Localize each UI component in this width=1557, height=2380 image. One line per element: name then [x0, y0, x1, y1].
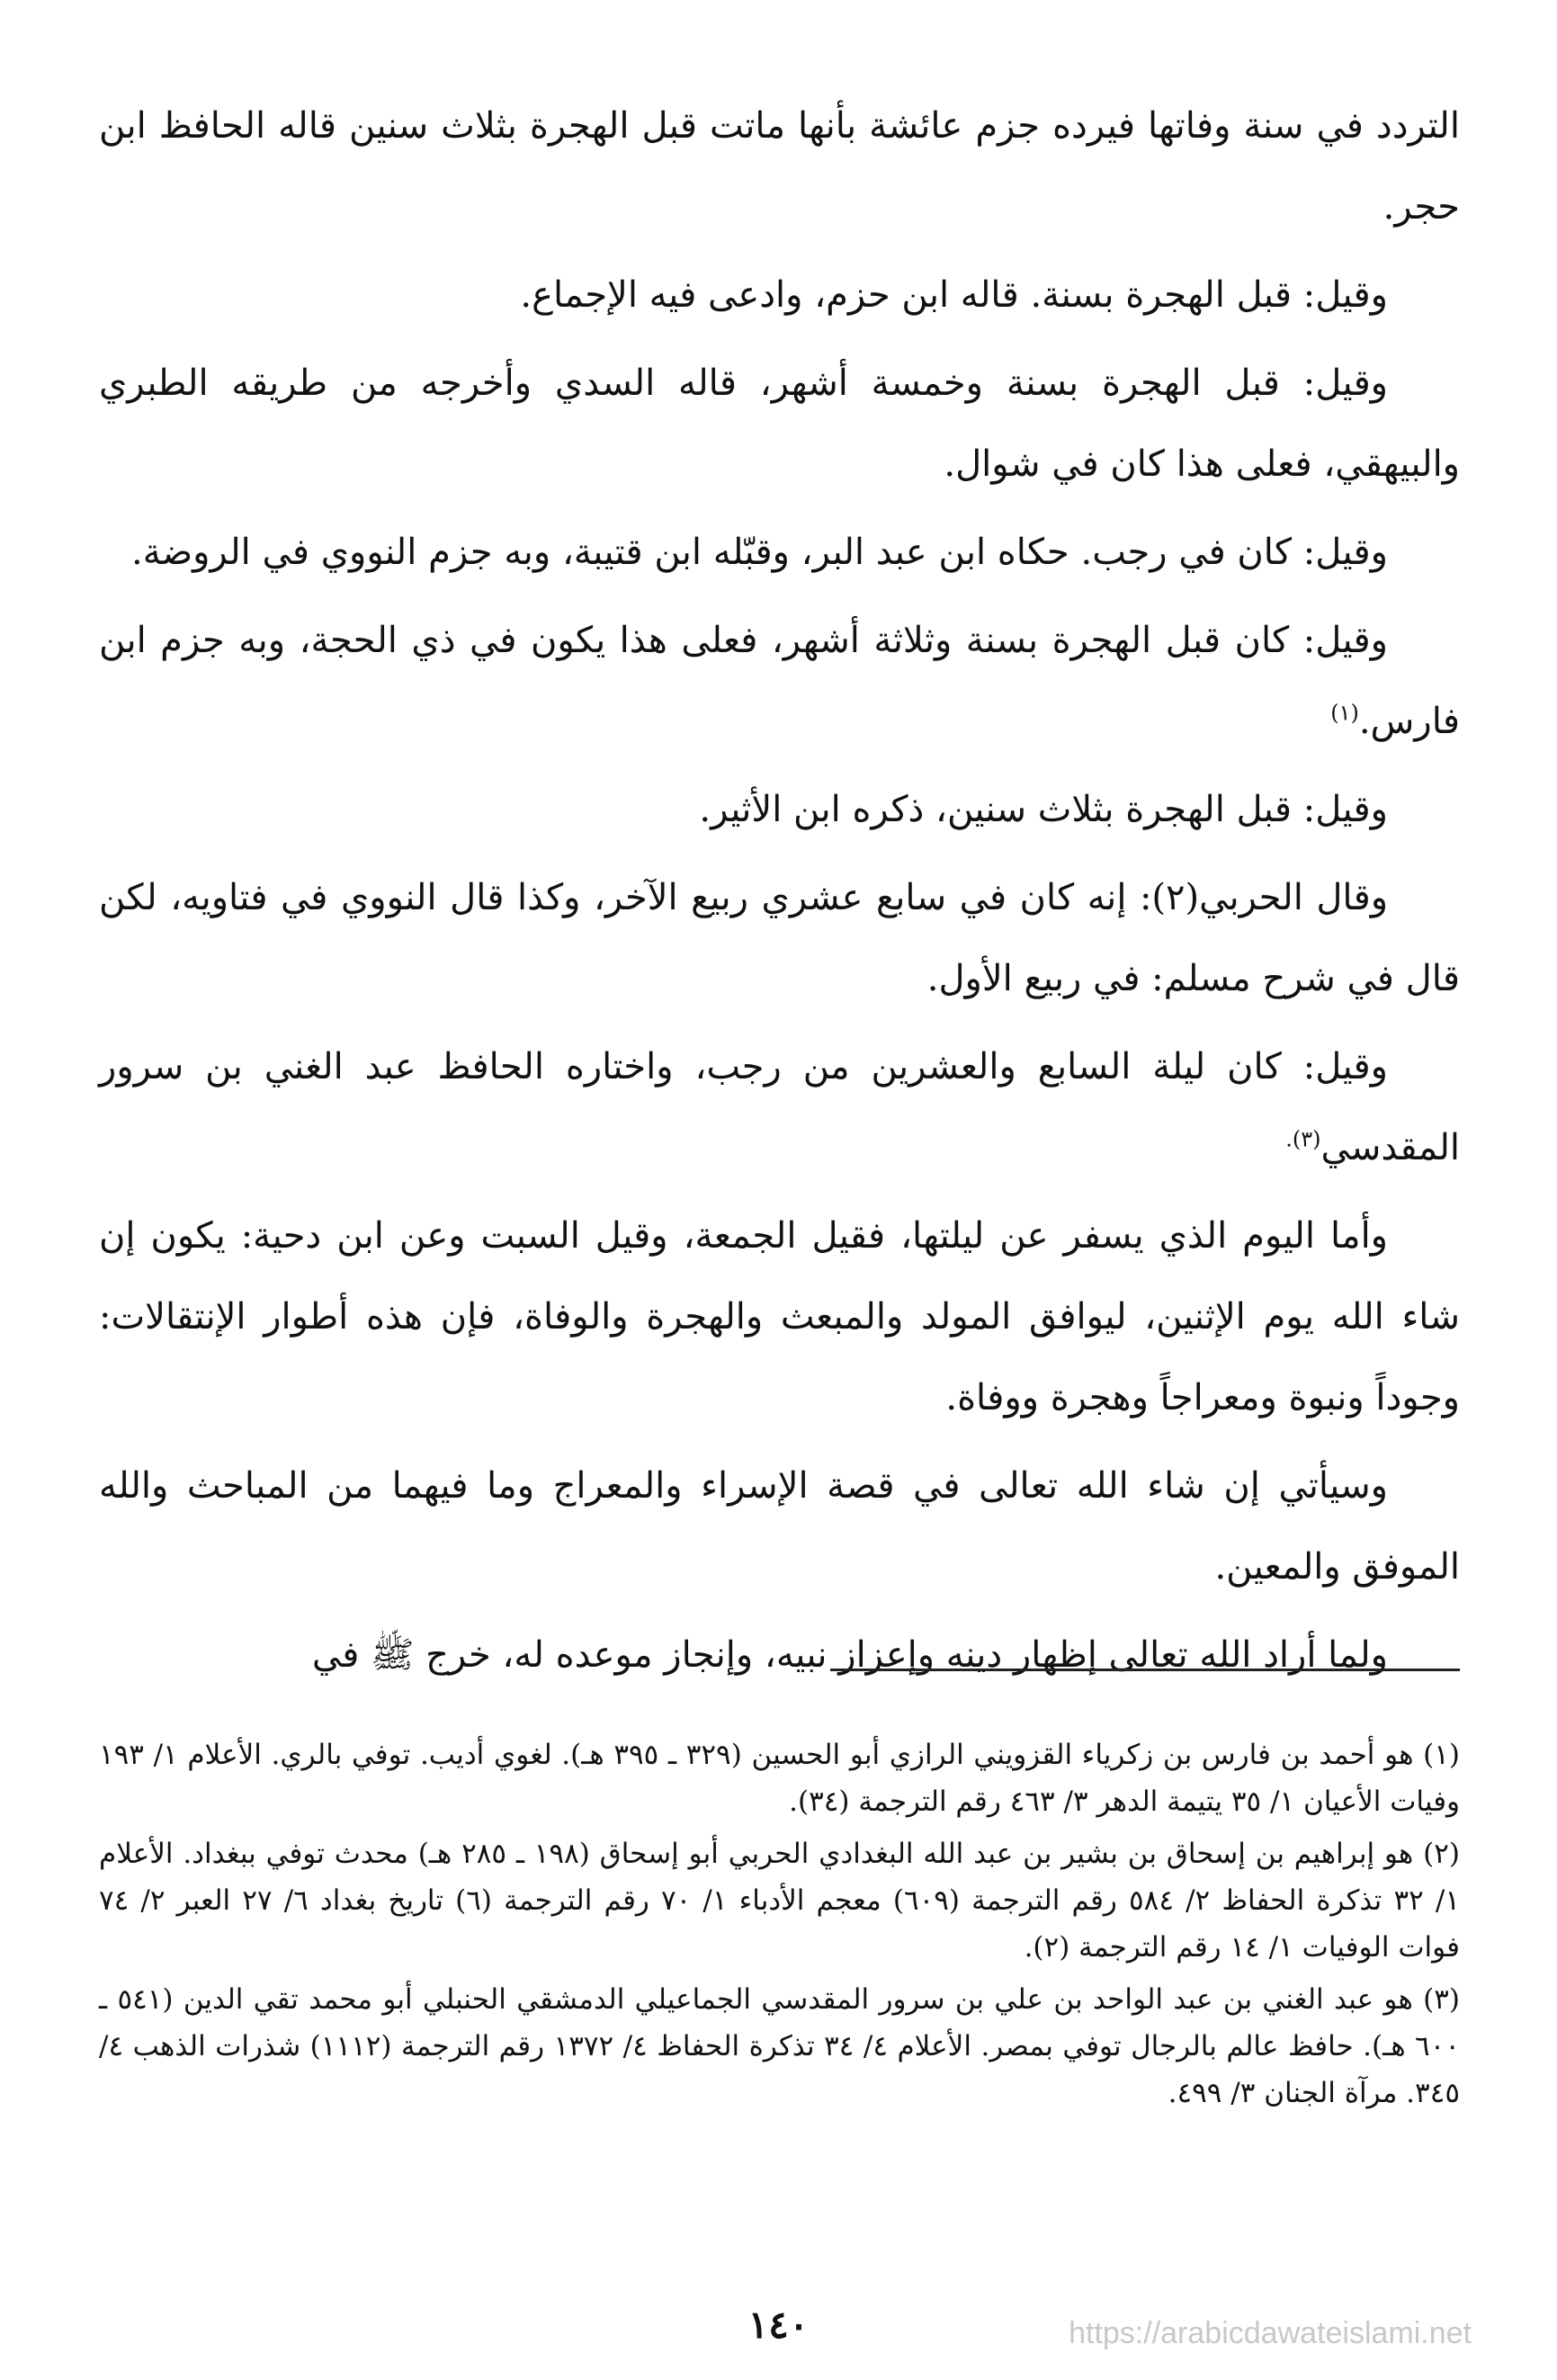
footnote-3: (٣) هو عبد الغني بن عبد الواحد بن علي بن سرور المقدسي الجماعيلي الدمشقي الحنبلي أبو محمد تقي الدين (٥٤١ ـ ٦٠٠ هـ). حافظ عالم بالرجال توفي بمصر. الأعلام ٤/ ٣٤ تذكرة الحفاظ ٤/ ١٣٧٢ رقم الترجمة (١١١٢) شذرات الذهب ٤/ ٣٤٥. مرآة الجنان ٣/ ٤٩٩. — [99, 1983, 1461, 2109]
paragraph-8 — [99, 1026, 1460, 1188]
paragraph-6 — [99, 769, 1460, 850]
paragraph-text: ولما أراد الله تعالى إظهار دينه وإعزاز نبيه، وإنجاز موعده له، خرج ﷺ في — [311, 1634, 1388, 1676]
footnote-2: (٢) هو إبراهيم بن إسحاق بن بشير بن عبد الله البغدادي الحربي أبو إسحاق (١٩٨ ـ ٢٨٥ هـ) محدث توفي ببغداد. الأعلام ١/ ٣٢ تذكرة الحفاظ ٢/ ٥٨٤ رقم الترجمة (٦٠٩) معجم الأدباء ١/ ٧٠ رقم الترجمة (٦) تاريخ بغداد ٦/ ٢٧ العبر ٢/ ٧٤ فوات الوفيات ١/ ١٤ رقم الترجمة (٢). — [99, 1838, 1460, 1964]
footnote-ref-3: (٣). — [1285, 1126, 1321, 1152]
paragraph-7 — [99, 857, 1460, 1019]
paragraph-2 — [99, 255, 1460, 336]
paragraph-text: وقيل: قبل الهجرة بثلاث سنين، ذكره ابن الأثير. — [699, 789, 1388, 830]
paragraph-text: وقيل: كان ليلة السابع والعشرين من رجب، واختاره الحافظ عبد الغني بن سرور المقدسي — [99, 1046, 1460, 1168]
footnotes — [99, 1731, 1460, 2122]
watermark-url: https://arabicdawateislami.net — [1069, 2316, 1472, 2350]
paragraph-9 — [99, 1195, 1460, 1438]
paragraph-10 — [99, 1445, 1460, 1607]
paragraph-text: وقيل: كان في رجب. حكاه ابن عبد البر، وقبّله ابن قتيبة، وبه جزم النووي في الروضة. — [130, 532, 1388, 573]
paragraph-text: وقيل: كان قبل الهجرة بسنة وثلاثة أشهر، فعلى هذا يكون في ذي الحجة، وبه جزم ابن فارس. — [99, 620, 1460, 742]
paragraph-5 — [99, 600, 1460, 762]
footnote-divider — [830, 1669, 1460, 1671]
footnote-ref-1: (١) — [1330, 700, 1359, 726]
paragraph-3 — [99, 343, 1460, 505]
main-text — [99, 85, 1460, 1703]
paragraph-text: وسيأتي إن شاء الله تعالى في قصة الإسراء والمعراج وما فيهما من المباحث والله الموفق والمعين. — [99, 1465, 1460, 1588]
paragraph-text: وقيل: قبل الهجرة بسنة وخمسة أشهر، قاله السدي وأخرجه من طريقه الطبري والبيهقي، فعلى هذا كان في شوال. — [99, 362, 1460, 485]
paragraph-1 — [99, 85, 1460, 247]
footnote-1: (١) هو أحمد بن فارس بن زكرياء القزويني الرازي أبو الحسين (٣٢٩ ـ ٣٩٥ هـ). لغوي أديب. توفي بالري. الأعلام ١/ ١٩٣ وفيات الأعيان ١/ ٣٥ يتيمة الدهر ٣/ ٤٦٣ رقم الترجمة (٣٤). — [99, 1739, 1460, 1818]
paragraph-4 — [99, 512, 1460, 593]
paragraph-text: وقيل: قبل الهجرة بسنة. قاله ابن حزم، وادعى فيه الإجماع. — [520, 274, 1388, 316]
paragraph-text: وأما اليوم الذي يسفر عن ليلتها، فقيل الجمعة، وقيل السبت وعن ابن دحية: يكون إن شاء الله يوم الإثنين، ليوافق المولد والمبعث والهجرة والوفاة، فإن هذه أطوار الإنتقالات: وجوداً ونبوة ومعراجاً وهجرة ووفاة. — [99, 1215, 1460, 1418]
paragraph-11 — [99, 1615, 1460, 1696]
page-number: ١٤٠ — [747, 2303, 810, 2347]
paragraph-text: وقال الحربي(٢): إنه كان في سابع عشري ربيع الآخر، وكذا قال النووي في فتاويه، لكن قال في شرح مسلم: في ربيع الأول. — [99, 877, 1460, 999]
paragraph-text: التردد في سنة وفاتها فيرده جزم عائشة بأنها ماتت قبل الهجرة بثلاث سنين قاله الحافظ ابن حجر. — [99, 105, 1460, 228]
